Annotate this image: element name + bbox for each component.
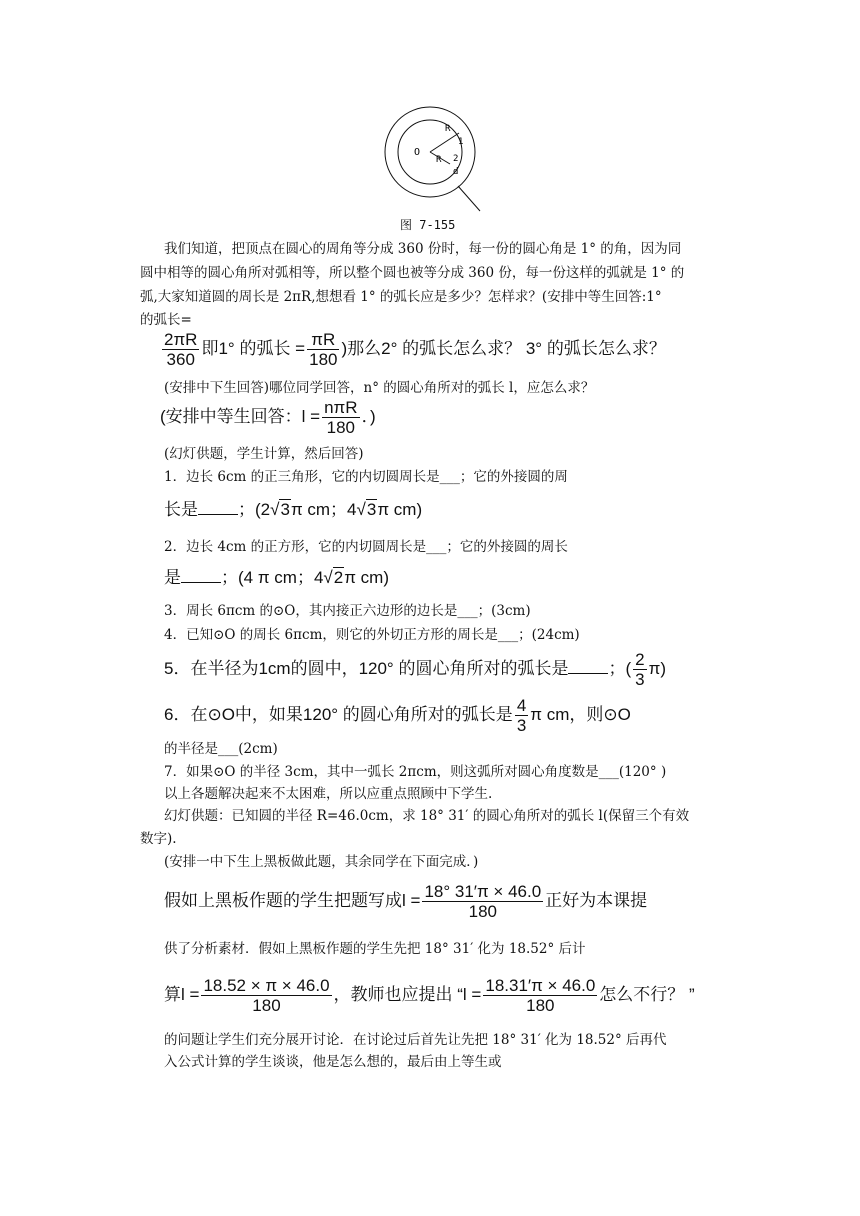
pointer-arrow	[458, 186, 480, 211]
label-r1: R	[445, 124, 451, 134]
question-2b: 是 ；(4 π cm；4√2π cm)	[164, 568, 390, 587]
formula-1: $\frac{2\pi R}{360}$ 即1° 的弧长 = $\frac{\pi R}{180}$ )那么2° 的弧长怎么求？ 3° 的弧长怎么求？	[164, 330, 666, 369]
question-1a: 1．边长 6cm 的正三角形，它的内切圆周长是___；它的外接圆的周	[164, 469, 568, 485]
para-3: (幻灯供题，学生计算，然后回答)	[164, 446, 364, 462]
formula-4: 算l = $\frac{18.52 \times \pi \times 46.0}{180}$ ，教师也应提出 “l = $\frac{18.31'\pi \times 46.0}{180}$ 怎么不行？ ”	[164, 976, 695, 1015]
fraction-npiR-180: $\frac{\text{nπR}}{180}$	[324, 398, 358, 437]
question-3: 3．周长 6πcm 的⊙O，其内接正六边形的边长是___；(3cm)	[164, 603, 531, 619]
label-arc-2: 2	[453, 154, 459, 164]
question-1b: 长是 ；(2√3π cm；4√3π cm)	[164, 500, 423, 519]
answer-blank	[198, 498, 238, 515]
para-8a: 的问题让学生们充分展开讨论．在讨论过后首先让先把 18° 31′ 化为 18.52° 后再代	[164, 1032, 667, 1048]
fraction-2-3: $\frac{2}{3}$	[635, 650, 645, 689]
answer-blank	[568, 657, 608, 674]
para-5b: 数字).	[140, 831, 177, 847]
fraction-decimal-expression: $\frac{18.52 \times \pi \times 46.0}{180}$	[203, 976, 330, 1015]
fraction-minute-expression: $\frac{18.31'\pi \times 46.0}{180}$	[485, 976, 596, 1015]
label-r2: R	[436, 155, 442, 165]
formula-3: 假如上黑板作题的学生把题写成l = $\frac{18^\circ 31'\pi \times 46.0}{180}$ 正好为本课提	[164, 882, 648, 921]
label-center: O	[414, 147, 421, 158]
para-5a: 幻灯供题：已知圆的半径 R=46.0cm，求 18° 31′ 的圆心角所对的弧长 l(保留三个有效	[164, 808, 690, 824]
para-7: 供了分析素材．假如上黑板作题的学生先把 18° 31′ 化为 18.52° 后计	[164, 941, 586, 957]
fraction-degree-expression: $\frac{18^\circ 31'\pi \times 46.0}{180}$	[424, 882, 542, 921]
question-5: 5．在半径为1cm的圆中，120° 的圆心角所对的弧长是 ；( $\frac{2}{3}$ π)	[164, 650, 666, 689]
concentric-circles-figure	[380, 104, 490, 214]
para-4: 以上各题解决起来不太困难，所以应重点照顾中下学生.	[164, 786, 493, 802]
formula-2: (安排中等生回答：l = $\frac{\text{nπR}}{180}$ ．)	[160, 398, 376, 437]
para-1c: 弧,大家知道圆的周长是 2πR,想想看 1° 的弧长应是多少？怎样求？(安排中等生回答:1°	[140, 289, 662, 305]
question-6: 6．在⊙O中，如果120° 的圆心角所对的弧长是 $\frac{4}{3}$ π cm，则⊙O	[164, 696, 631, 735]
para-1b: 圆中相等的圆心角所对弧相等，所以整个圆也被等分成 360 份，每一份这样的弧就是 1° 的	[140, 265, 685, 281]
fraction-4-3: $\frac{4}{3}$	[516, 696, 527, 735]
para-2: (安排中下生回答)哪位同学回答，n° 的圆心角所对的弧长 l，应怎么求？	[164, 380, 595, 396]
fraction-2piR-360: $\frac{2\pi R}{360}$	[164, 330, 198, 369]
para-1a: 我们知道，把顶点在圆心的周角等分成 360 份时，每一份的圆心角是 1° 的角，因为同	[164, 241, 682, 257]
question-2a: 2．边长 4cm 的正方形，它的内切圆周长是___；它的外接圆的周长	[164, 539, 568, 555]
label-d: d	[453, 167, 459, 177]
question-7: 7．如果⊙O 的半径 3cm，其中一弧长 2πcm，则这弧所对圆心角度数是___(120° )	[164, 764, 667, 780]
fraction-piR-180: $\frac{\pi R}{180}$	[309, 330, 338, 369]
question-6b: 的半径是___(2cm)	[164, 741, 278, 757]
para-1d: 的弧长=	[140, 312, 192, 328]
para-8b: 入公式计算的学生谈谈，他是怎么想的，最后由上等生或	[164, 1054, 502, 1070]
answer-blank	[181, 566, 221, 583]
para-6: (安排一中下生上黑板做此题，其余同学在下面完成．)	[164, 854, 479, 870]
radius-line-1	[430, 133, 459, 152]
figure-caption: 图 7-155	[400, 218, 456, 232]
question-4: 4．已知⊙O 的周长 6πcm，则它的外切正方形的周长是___；(24cm)	[164, 627, 580, 643]
label-arc-1: 1	[458, 137, 464, 147]
